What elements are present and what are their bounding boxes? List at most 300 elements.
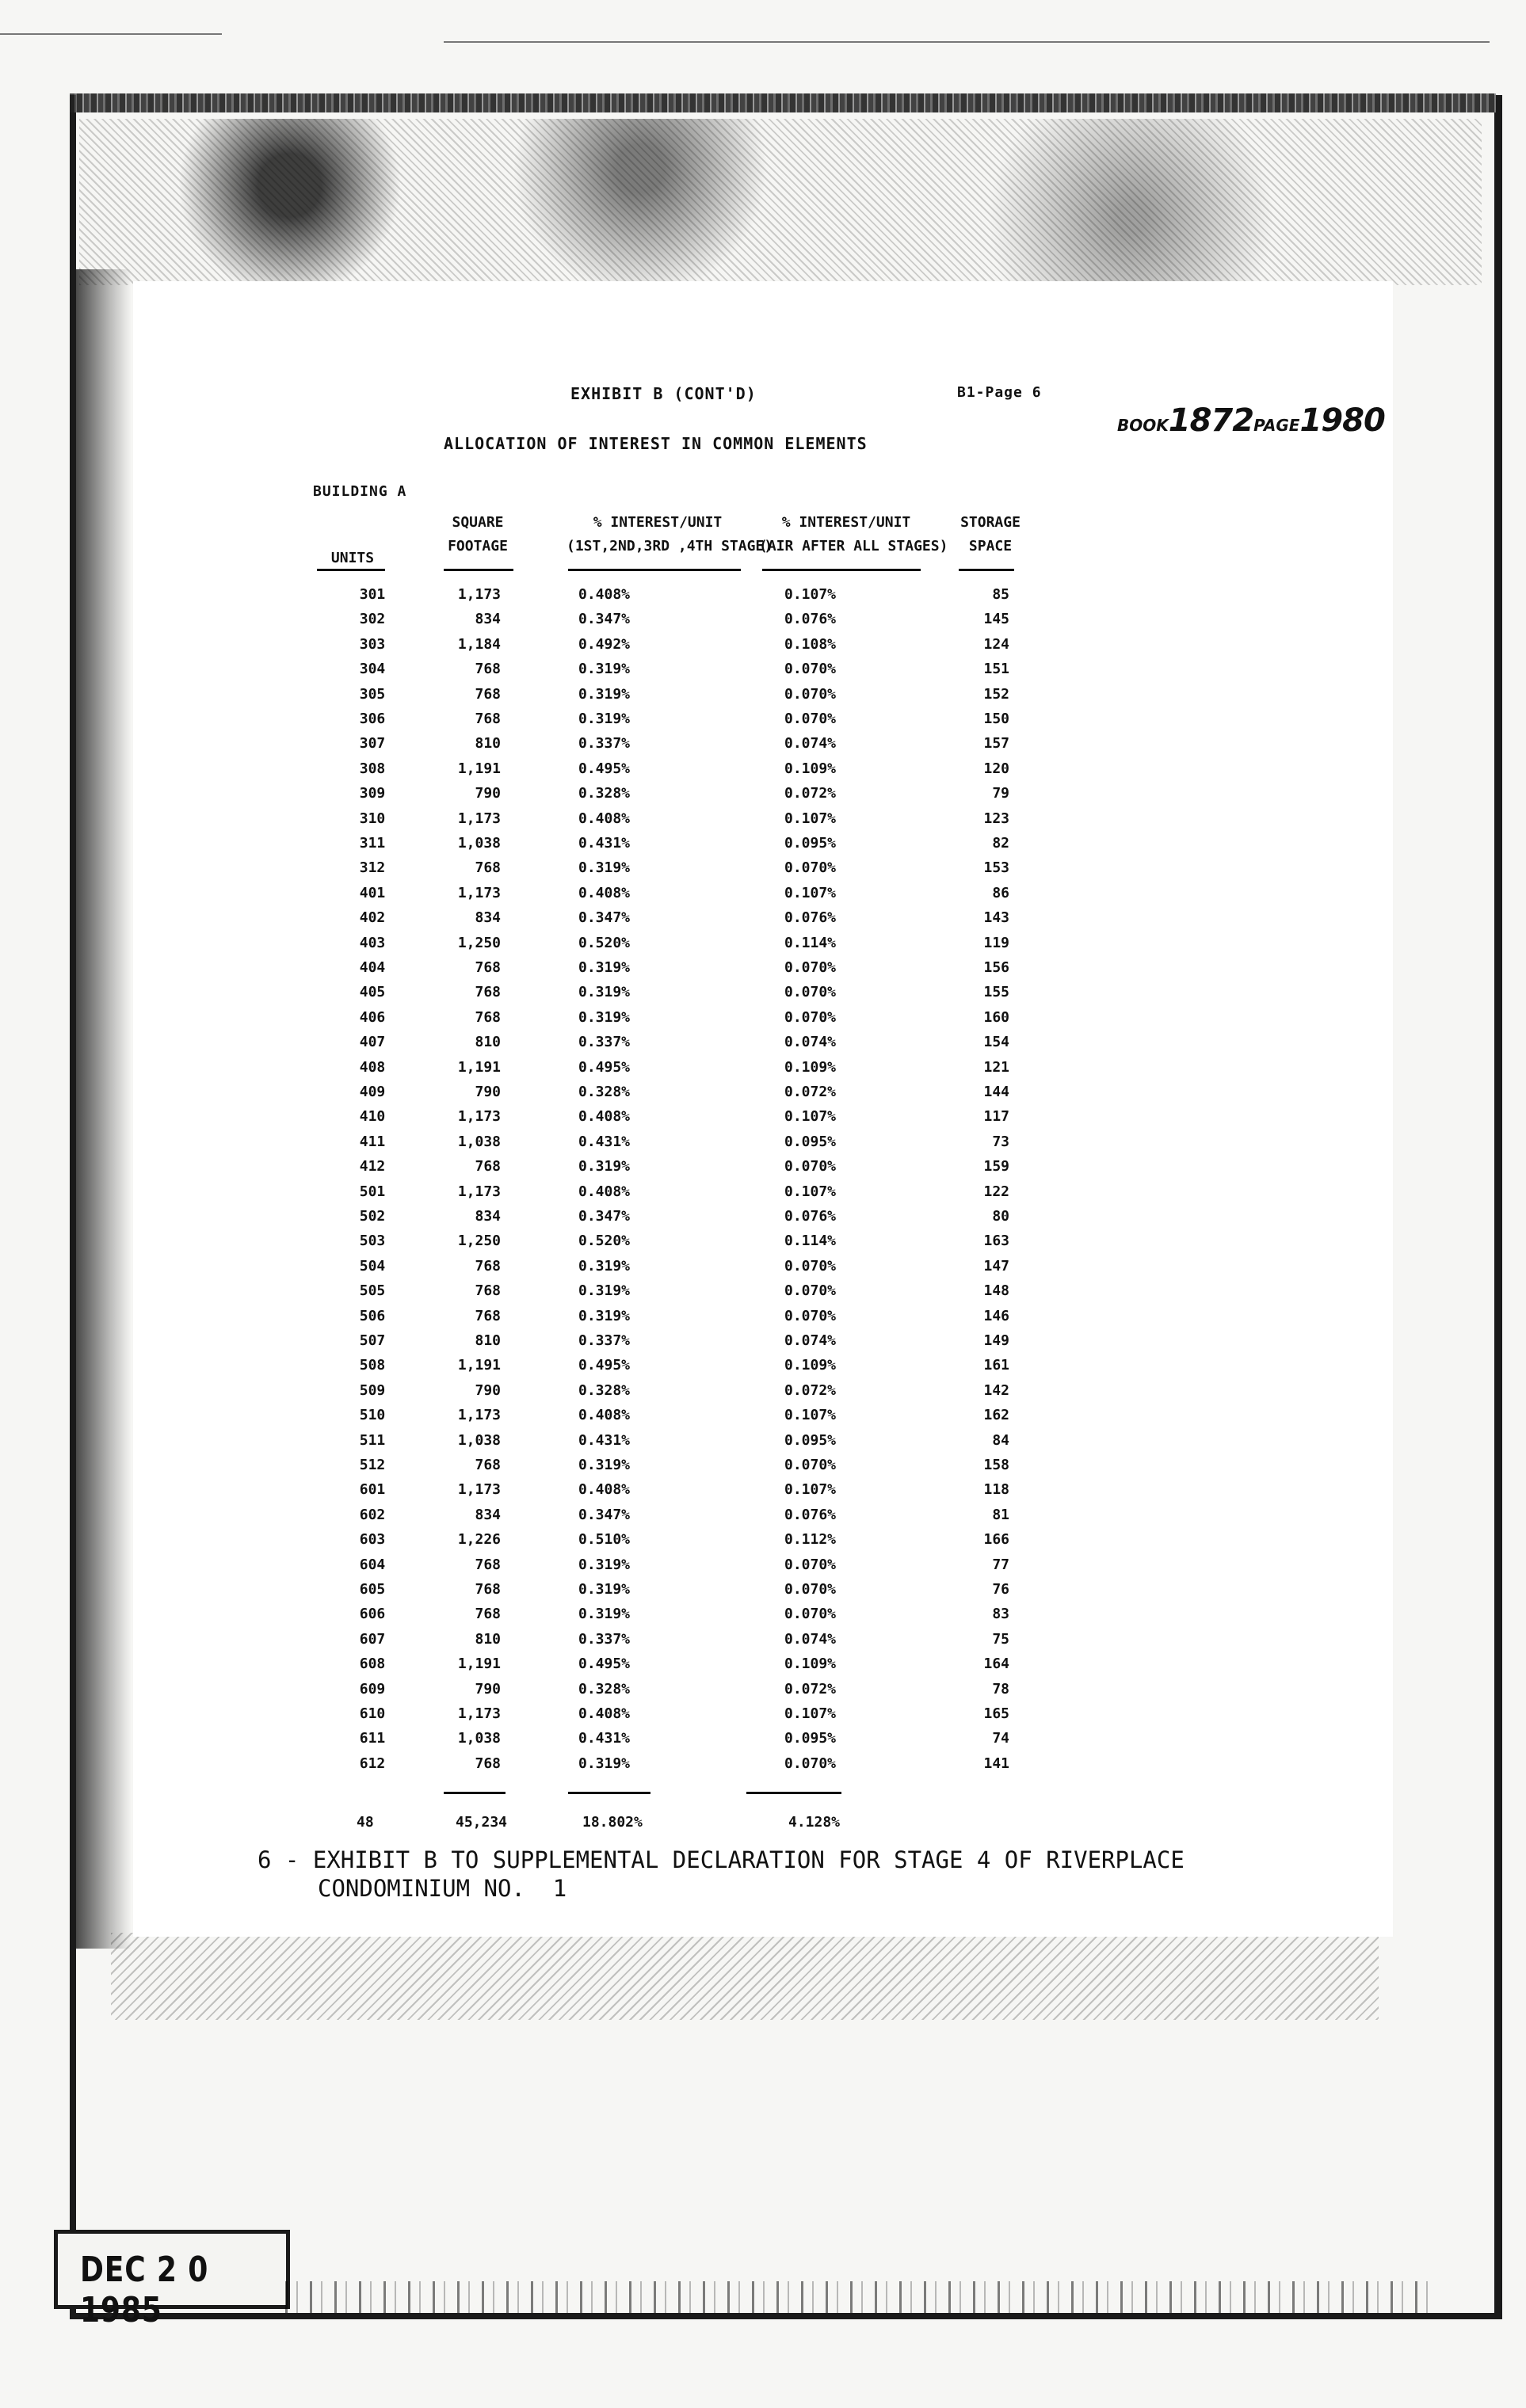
cell-interest-stage: 0.408% (578, 1108, 631, 1126)
table-row (0, 1357, 1526, 1381)
cell-storage-space: 154 (983, 1034, 1009, 1051)
table-row (0, 586, 1526, 611)
cell-storage-space: 118 (983, 1481, 1009, 1499)
cell-interest-stage: 0.495% (578, 1656, 631, 1673)
cell-interest-all: 0.074% (784, 735, 837, 752)
table-row (0, 859, 1526, 884)
cell-interest-all: 0.076% (784, 1506, 837, 1523)
cell-unit: 308 (359, 760, 386, 777)
total-interest-stage: 18.802% (582, 1814, 643, 1831)
cell-interest-stage: 0.495% (578, 760, 631, 777)
cell-storage-space: 86 (992, 884, 1009, 901)
total-units: 48 (357, 1814, 374, 1831)
col-header-st-line1: STORAGE (960, 514, 1021, 531)
cell-interest-all: 0.107% (784, 1407, 837, 1424)
col-header-units (317, 523, 388, 570)
table-row (0, 1233, 1526, 1257)
cell-storage-space: 78 (992, 1680, 1009, 1697)
cell-interest-stage: 0.347% (578, 611, 631, 628)
cell-square-footage: 768 (475, 1307, 501, 1324)
cell-interest-stage: 0.328% (578, 1381, 631, 1399)
header-rule (568, 569, 741, 571)
stamp-date: DEC 2 0 1985 (80, 2250, 209, 2330)
cell-square-footage: 1,191 (457, 1357, 501, 1374)
col-header-st-line2: SPACE (968, 538, 1013, 554)
cell-square-footage: 1,191 (457, 1058, 501, 1076)
cell-unit: 404 (359, 959, 386, 976)
table-row (0, 1631, 1526, 1656)
cell-interest-all: 0.072% (784, 1381, 837, 1399)
cell-interest-stage: 0.319% (578, 1581, 631, 1598)
cell-unit: 608 (359, 1656, 386, 1673)
cell-interest-all: 0.109% (784, 760, 837, 777)
table-row (0, 1308, 1526, 1332)
cell-interest-stage: 0.408% (578, 884, 631, 901)
cell-interest-stage: 0.520% (578, 1233, 631, 1250)
cell-interest-stage: 0.319% (578, 685, 631, 703)
cell-square-footage: 1,173 (457, 1183, 501, 1200)
received-date-stamp (54, 2230, 290, 2330)
cell-interest-stage: 0.337% (578, 735, 631, 752)
cell-unit: 611 (359, 1730, 386, 1747)
table-row (0, 1755, 1526, 1780)
cell-unit: 605 (359, 1581, 386, 1598)
cell-interest-all: 0.070% (784, 984, 837, 1001)
cell-interest-all: 0.109% (784, 1656, 837, 1673)
cell-storage-space: 153 (983, 859, 1009, 877)
table-row (0, 1034, 1526, 1058)
cell-unit: 305 (359, 685, 386, 703)
cell-storage-space: 164 (983, 1656, 1009, 1673)
cell-interest-all: 0.107% (784, 1705, 837, 1722)
cell-storage-space: 146 (983, 1307, 1009, 1324)
cell-square-footage: 768 (475, 1556, 501, 1573)
cell-interest-stage: 0.495% (578, 1357, 631, 1374)
cell-storage-space: 76 (992, 1581, 1009, 1598)
cell-interest-stage: 0.337% (578, 1630, 631, 1648)
table-row (0, 1282, 1526, 1307)
col-header-storage (955, 511, 1026, 558)
cell-interest-stage: 0.319% (578, 1257, 631, 1274)
cell-unit: 507 (359, 1332, 386, 1349)
building-label: BUILDING A (313, 483, 407, 500)
cell-interest-stage: 0.337% (578, 1332, 631, 1349)
cell-interest-stage: 0.319% (578, 859, 631, 877)
header-rule (444, 569, 513, 571)
cell-storage-space: 119 (983, 934, 1009, 951)
cell-storage-space: 123 (983, 810, 1009, 827)
cell-storage-space: 121 (983, 1058, 1009, 1076)
table-row (0, 1656, 1526, 1680)
table-row (0, 1457, 1526, 1481)
caption-line-1: 6 - EXHIBIT B TO SUPPLEMENTAL DECLARATION FOR STAGE 4 OF RIVERPLACE (258, 1846, 1185, 1873)
cell-unit: 307 (359, 735, 386, 752)
cell-interest-all: 0.070% (784, 1307, 837, 1324)
table-row (0, 735, 1526, 760)
cell-storage-space: 147 (983, 1257, 1009, 1274)
cell-unit: 509 (359, 1381, 386, 1399)
cell-interest-all: 0.070% (784, 1556, 837, 1573)
cell-square-footage: 768 (475, 1158, 501, 1175)
col-header-int1-line1: % INTEREST/UNIT (593, 514, 723, 531)
total-square-footage: 45,234 (456, 1814, 508, 1831)
cell-square-footage: 790 (475, 1084, 501, 1100)
cell-unit: 301 (359, 586, 386, 603)
cell-interest-all: 0.107% (784, 884, 837, 901)
cell-unit: 607 (359, 1630, 386, 1648)
header-rule (317, 569, 385, 571)
cell-interest-all: 0.070% (784, 959, 837, 976)
cell-square-footage: 810 (475, 1332, 501, 1349)
cell-unit: 612 (359, 1755, 386, 1772)
cell-storage-space: 80 (992, 1208, 1009, 1225)
cell-unit: 610 (359, 1705, 386, 1722)
cell-storage-space: 144 (983, 1084, 1009, 1100)
scan-noise-footer (285, 2281, 1434, 2313)
cell-interest-stage: 0.408% (578, 1705, 631, 1722)
cell-square-footage: 768 (475, 711, 501, 727)
cell-storage-space: 148 (983, 1282, 1009, 1300)
col-header-interest-stage (567, 511, 773, 558)
cell-unit: 512 (359, 1457, 386, 1473)
cell-interest-all: 0.070% (784, 1606, 837, 1623)
cell-square-footage: 790 (475, 785, 501, 802)
cell-square-footage: 768 (475, 1008, 501, 1026)
cell-interest-all: 0.112% (784, 1531, 837, 1549)
cell-storage-space: 143 (983, 909, 1009, 927)
cell-unit: 506 (359, 1307, 386, 1324)
cell-interest-all: 0.107% (784, 810, 837, 827)
cell-square-footage: 834 (475, 1208, 501, 1225)
table-row (0, 1108, 1526, 1133)
cell-unit: 306 (359, 711, 386, 727)
cell-storage-space: 83 (992, 1606, 1009, 1623)
cell-storage-space: 157 (983, 735, 1009, 752)
table-row (0, 1332, 1526, 1357)
cell-unit: 310 (359, 810, 386, 827)
cell-square-footage: 768 (475, 984, 501, 1001)
table-row (0, 1606, 1526, 1630)
cell-storage-space: 159 (983, 1158, 1009, 1175)
caption-line-2: CONDOMINIUM NO. 1 (318, 1875, 567, 1902)
cell-square-footage: 1,173 (457, 1108, 501, 1126)
cell-storage-space: 158 (983, 1457, 1009, 1473)
cell-interest-all: 0.114% (784, 934, 837, 951)
cell-interest-all: 0.107% (784, 1183, 837, 1200)
cell-interest-all: 0.070% (784, 1008, 837, 1026)
cell-square-footage: 810 (475, 1034, 501, 1051)
table-row (0, 1208, 1526, 1233)
cell-unit: 601 (359, 1481, 386, 1499)
table-row (0, 1258, 1526, 1282)
cell-interest-all: 0.109% (784, 1357, 837, 1374)
cell-interest-all: 0.070% (784, 685, 837, 703)
cell-unit: 508 (359, 1357, 386, 1374)
cell-square-footage: 1,173 (457, 1481, 501, 1499)
cell-storage-space: 165 (983, 1705, 1009, 1722)
cell-unit: 511 (359, 1431, 386, 1449)
cell-unit: 303 (359, 635, 386, 653)
cell-square-footage: 834 (475, 1506, 501, 1523)
cell-interest-stage: 0.495% (578, 1058, 631, 1076)
total-interest-all: 4.128% (788, 1814, 841, 1831)
cell-square-footage: 834 (475, 909, 501, 927)
cell-storage-space: 150 (983, 711, 1009, 727)
cell-interest-stage: 0.337% (578, 1034, 631, 1051)
cell-unit: 609 (359, 1680, 386, 1697)
cell-unit: 408 (359, 1058, 386, 1076)
cell-storage-space: 75 (992, 1630, 1009, 1648)
cell-interest-all: 0.095% (784, 1133, 837, 1150)
cell-square-footage: 768 (475, 959, 501, 976)
table-row (0, 909, 1526, 934)
cell-square-footage: 1,038 (457, 1133, 501, 1150)
col-header-units-label: UNITS (330, 550, 375, 566)
cell-storage-space: 85 (992, 586, 1009, 603)
table-row (0, 1134, 1526, 1158)
cell-interest-all: 0.076% (784, 1208, 837, 1225)
table-row (0, 1432, 1526, 1457)
cell-storage-space: 166 (983, 1531, 1009, 1549)
cell-square-footage: 1,173 (457, 1705, 501, 1722)
cell-storage-space: 73 (992, 1133, 1009, 1150)
col-header-sq-line2: FOOTAGE (448, 538, 508, 554)
cell-interest-all: 0.072% (784, 785, 837, 802)
cell-storage-space: 152 (983, 685, 1009, 703)
cell-square-footage: 810 (475, 1630, 501, 1648)
cell-square-footage: 810 (475, 735, 501, 752)
cell-interest-stage: 0.431% (578, 1133, 631, 1150)
cell-interest-stage: 0.319% (578, 959, 631, 976)
cell-unit: 501 (359, 1183, 386, 1200)
cell-unit: 504 (359, 1257, 386, 1274)
cell-square-footage: 1,038 (457, 1431, 501, 1449)
table-row (0, 686, 1526, 711)
cell-square-footage: 768 (475, 1755, 501, 1772)
cell-storage-space: 81 (992, 1506, 1009, 1523)
cell-unit: 309 (359, 785, 386, 802)
table-row (0, 636, 1526, 661)
document-caption (258, 1846, 1185, 1903)
cell-unit: 405 (359, 984, 386, 1001)
cell-unit: 401 (359, 884, 386, 901)
cell-square-footage: 1,038 (457, 1730, 501, 1747)
table-row (0, 760, 1526, 785)
cell-interest-all: 0.070% (784, 711, 837, 727)
book-label: BOOK (1117, 416, 1169, 435)
cell-square-footage: 768 (475, 1282, 501, 1300)
cell-storage-space: 160 (983, 1008, 1009, 1026)
cell-interest-stage: 0.328% (578, 785, 631, 802)
cell-storage-space: 74 (992, 1730, 1009, 1747)
cell-interest-stage: 0.319% (578, 1307, 631, 1324)
cell-square-footage: 1,173 (457, 1407, 501, 1424)
cell-interest-all: 0.114% (784, 1233, 837, 1250)
cell-square-footage: 1,173 (457, 586, 501, 603)
cell-storage-space: 162 (983, 1407, 1009, 1424)
table-row (0, 1009, 1526, 1034)
cell-interest-all: 0.108% (784, 635, 837, 653)
cell-interest-all: 0.107% (784, 1108, 837, 1126)
cell-square-footage: 790 (475, 1680, 501, 1697)
cell-interest-stage: 0.328% (578, 1680, 631, 1697)
cell-unit: 412 (359, 1158, 386, 1175)
cell-square-footage: 1,173 (457, 884, 501, 901)
subtitle: ALLOCATION OF INTEREST IN COMMON ELEMENTS (444, 434, 868, 453)
cell-square-footage: 1,173 (457, 810, 501, 827)
cell-interest-stage: 0.319% (578, 1008, 631, 1026)
cell-storage-space: 120 (983, 760, 1009, 777)
cell-interest-stage: 0.319% (578, 1282, 631, 1300)
cell-interest-stage: 0.408% (578, 1407, 631, 1424)
cell-unit: 403 (359, 934, 386, 951)
cell-storage-space: 122 (983, 1183, 1009, 1200)
cell-interest-stage: 0.319% (578, 984, 631, 1001)
table-row (0, 959, 1526, 984)
cell-interest-all: 0.095% (784, 1431, 837, 1449)
cell-unit: 411 (359, 1133, 386, 1150)
cell-storage-space: 145 (983, 611, 1009, 628)
cell-interest-all: 0.076% (784, 909, 837, 927)
table-row (0, 984, 1526, 1008)
cell-square-footage: 1,250 (457, 934, 501, 951)
cell-interest-all: 0.074% (784, 1034, 837, 1051)
page-label: B1-Page 6 (957, 384, 1042, 401)
cell-unit: 502 (359, 1208, 386, 1225)
cell-unit: 603 (359, 1531, 386, 1549)
cell-interest-stage: 0.319% (578, 1556, 631, 1573)
cell-interest-all: 0.109% (784, 1058, 837, 1076)
cell-storage-space: 151 (983, 661, 1009, 678)
cell-unit: 407 (359, 1034, 386, 1051)
cell-unit: 510 (359, 1407, 386, 1424)
cell-unit: 402 (359, 909, 386, 927)
cell-storage-space: 163 (983, 1233, 1009, 1250)
cell-interest-all: 0.072% (784, 1084, 837, 1100)
cell-square-footage: 1,038 (457, 835, 501, 852)
book-page-stamp (1117, 402, 1385, 439)
cell-unit: 302 (359, 611, 386, 628)
col-header-int1-line2: (1ST,2ND,3RD ,4TH STAGE) (567, 538, 773, 554)
cell-interest-all: 0.070% (784, 1755, 837, 1772)
cell-storage-space: 82 (992, 835, 1009, 852)
cell-storage-space: 161 (983, 1357, 1009, 1374)
col-header-sq-line1: SQUARE (452, 514, 504, 531)
totals-rule (444, 1792, 505, 1794)
cell-square-footage: 834 (475, 611, 501, 628)
scan-edge-line (444, 41, 1490, 43)
cell-interest-all: 0.072% (784, 1680, 837, 1697)
cell-square-footage: 1,191 (457, 760, 501, 777)
cell-storage-space: 141 (983, 1755, 1009, 1772)
cell-unit: 602 (359, 1506, 386, 1523)
cell-storage-space: 155 (983, 984, 1009, 1001)
cell-interest-all: 0.107% (784, 586, 837, 603)
cell-storage-space: 84 (992, 1431, 1009, 1449)
col-header-int2-line1: % INTEREST/UNIT (781, 514, 911, 531)
table-row (0, 1556, 1526, 1581)
table-row (0, 1705, 1526, 1730)
cell-unit: 505 (359, 1282, 386, 1300)
cell-interest-stage: 0.520% (578, 934, 631, 951)
cell-square-footage: 1,226 (457, 1531, 501, 1549)
totals-rule (746, 1792, 841, 1794)
cell-square-footage: 1,250 (457, 1233, 501, 1250)
table-row (0, 1059, 1526, 1084)
col-header-int2-line2: (AIR AFTER ALL STAGES) (759, 538, 948, 554)
cell-square-footage: 1,191 (457, 1656, 501, 1673)
cell-square-footage: 768 (475, 859, 501, 877)
cell-unit: 312 (359, 859, 386, 877)
cell-square-footage: 790 (475, 1381, 501, 1399)
cell-interest-stage: 0.408% (578, 810, 631, 827)
cell-unit: 409 (359, 1084, 386, 1100)
exhibit-title: EXHIBIT B (CONT'D) (570, 384, 757, 403)
table-row (0, 785, 1526, 810)
cell-interest-stage: 0.431% (578, 1431, 631, 1449)
table-row (0, 885, 1526, 909)
scan-edge-line (0, 33, 222, 35)
table-row (0, 835, 1526, 859)
table-row (0, 1158, 1526, 1183)
scan-noise-top (79, 119, 1482, 285)
cell-storage-space: 79 (992, 785, 1009, 802)
cell-interest-all: 0.076% (784, 611, 837, 628)
table-row (0, 1183, 1526, 1208)
cell-interest-all: 0.095% (784, 1730, 837, 1747)
cell-interest-stage: 0.319% (578, 1457, 631, 1473)
table-row (0, 661, 1526, 685)
scan-noise-bottom (111, 1933, 1379, 2020)
table-row (0, 810, 1526, 835)
cell-interest-all: 0.070% (784, 1457, 837, 1473)
cell-interest-stage: 0.492% (578, 635, 631, 653)
cell-interest-all: 0.107% (784, 1481, 837, 1499)
table-row (0, 1382, 1526, 1407)
table-row (0, 1084, 1526, 1108)
cell-storage-space: 149 (983, 1332, 1009, 1349)
table-row (0, 711, 1526, 735)
header-rule (959, 569, 1014, 571)
cell-storage-space: 117 (983, 1108, 1009, 1126)
cell-interest-stage: 0.510% (578, 1531, 631, 1549)
cell-interest-all: 0.070% (784, 661, 837, 678)
cell-unit: 410 (359, 1108, 386, 1126)
table-row (0, 1481, 1526, 1506)
cell-unit: 406 (359, 1008, 386, 1026)
cell-interest-stage: 0.319% (578, 711, 631, 727)
cell-interest-stage: 0.408% (578, 1481, 631, 1499)
cell-square-footage: 768 (475, 685, 501, 703)
table-row (0, 1730, 1526, 1755)
cell-storage-space: 124 (983, 635, 1009, 653)
cell-square-footage: 768 (475, 1257, 501, 1274)
col-header-interest-all (759, 511, 948, 558)
table-row (0, 935, 1526, 959)
cell-interest-stage: 0.431% (578, 1730, 631, 1747)
cell-interest-stage: 0.408% (578, 586, 631, 603)
cell-square-footage: 768 (475, 1606, 501, 1623)
cell-interest-stage: 0.319% (578, 1755, 631, 1772)
cell-interest-stage: 0.319% (578, 1158, 631, 1175)
cell-interest-all: 0.070% (784, 1158, 837, 1175)
cell-interest-all: 0.095% (784, 835, 837, 852)
table-row (0, 1581, 1526, 1606)
cell-interest-stage: 0.328% (578, 1084, 631, 1100)
col-header-square-footage (434, 511, 521, 558)
page-word: PAGE (1253, 416, 1300, 435)
cell-interest-stage: 0.431% (578, 835, 631, 852)
